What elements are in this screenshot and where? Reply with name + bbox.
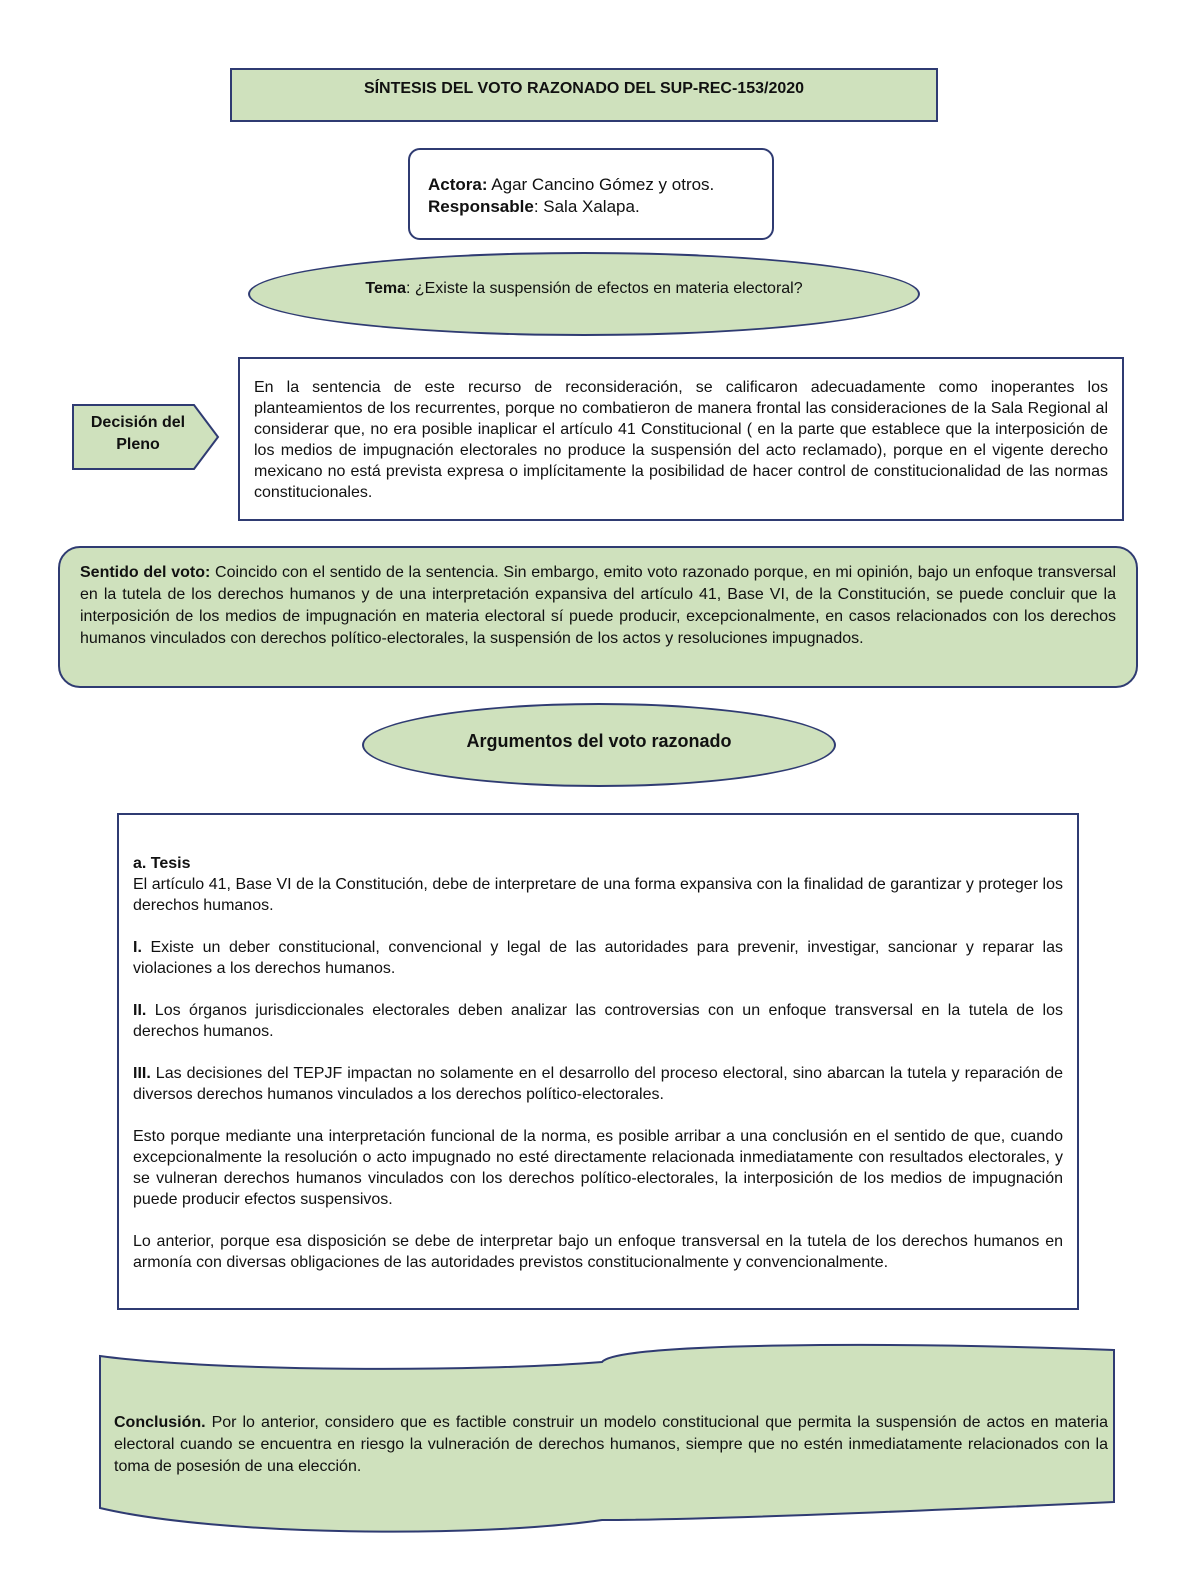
point-2-label: II.	[133, 1002, 147, 1019]
document-title: SÍNTESIS DEL VOTO RAZONADO DEL SUP-REC-153/2020	[363, 80, 805, 97]
document-title-box	[230, 68, 938, 122]
tesis-heading-text: a. Tesis	[133, 855, 191, 872]
point-1-text: Existe un deber constitucional, convencional y legal de las autoridades para prevenir, investigar, sancionar y reparar las violaciones a los derechos humanos.	[133, 939, 1063, 977]
decision-arrow	[72, 404, 220, 470]
actora-line	[428, 174, 772, 196]
topic-label: Tema	[365, 280, 406, 297]
conclusion-text-block	[114, 1412, 1108, 1478]
responsable-label: Responsable	[428, 197, 534, 216]
parties-box	[408, 148, 774, 240]
decision-text: En la sentencia de este recurso de reconsideración, se calificaron adecuadamente como inoperantes los planteamientos de los recurrentes, porque no combatieron de manera frontal las consideraciones de la Sala Regional al considerar que, no era posible inaplicar el artículo 41 Constitucional ( en la parte que establece que la interposición de los medios de impugnación electorales no produce la suspensión del acto reclamado), porque en el vigente derecho mexicano no está prevista expresa o implícitamente la posibilidad de hacer control de constitucionalidad de las normas constitucionales.	[254, 379, 1108, 501]
conclusion-label: Conclusión.	[114, 1414, 206, 1431]
actora-label: Actora:	[428, 175, 488, 194]
vote-text: Coincido con el sentido de la sentencia. Sin embargo, emito voto razonado porque, en mi opinión, bajo un enfoque transversal en la tutela de los derechos humanos y de una interpretación expansiva del artículo 41, Base VI, de la Constitución, se puede concluir que la interposición de los medios de impugnación en materia electoral sí puede producir, excepcionalmente, en casos relacionados con los derechos humanos vinculados con derechos político-electorales, la suspensión de los actos y resoluciones impugnados.	[80, 564, 1116, 647]
actora-value: Agar Cancino Gómez y otros.	[487, 175, 715, 194]
decision-box	[238, 357, 1124, 521]
decision-label-line2: Pleno	[116, 436, 160, 453]
point-2	[133, 1000, 1063, 1042]
conclusion-text: Por lo anterior, considero que es factible construir un modelo constitucional que permita la suspensión de actos en materia electoral cuando se encuentra en riesgo la vulneración de derechos humanos, siempre que no estén inmediatamente relacionados con la toma de posesión de una elección.	[114, 1414, 1108, 1475]
tesis-text: El artículo 41, Base VI de la Constitución, debe de interpretare de una forma expansiva con la finalidad de garantizar y proteger los derechos humanos.	[133, 876, 1063, 914]
argument-paragraph-1: Esto porque mediante una interpretación funcional de la norma, es posible arribar a una conclusión en el sentido de que, cuando excepcionalmente la resolución o acto impugnado no esté directamente relacionada inmediatamente con resultados electorales, y se vulneran derechos humanos vinculados con los derechos político-electorales, la interposición de los medios de impugnación puede producir efectos suspensivos.	[133, 1128, 1063, 1208]
topic-value: : ¿Existe la suspensión de efectos en materia electoral?	[405, 280, 803, 297]
decision-label	[72, 412, 204, 456]
decision-label-line1: Decisión del	[90, 414, 186, 431]
vote-label: Sentido del voto:	[80, 564, 211, 581]
responsable-value: : Sala Xalapa.	[533, 197, 640, 216]
arguments-heading: Argumentos del voto razonado	[466, 731, 732, 751]
responsable-line	[428, 196, 772, 218]
arguments-box	[117, 813, 1079, 1310]
arguments-heading-ellipse	[362, 703, 836, 787]
point-1-label: I.	[133, 939, 142, 956]
vote-box	[58, 546, 1138, 688]
point-2-text: Los órganos jurisdiccionales electorales deben analizar las controversias con un enfoque transversal en la tutela de los derechos humanos.	[133, 1002, 1063, 1040]
topic-ellipse	[248, 252, 920, 336]
conclusion-banner	[98, 1342, 1126, 1534]
point-3-label: III.	[133, 1065, 151, 1082]
tesis-heading	[133, 853, 1063, 874]
point-3-text: Las decisiones del TEPJF impactan no solamente en el desarrollo del proceso electoral, sino abarcan la tutela y reparación de diversos derechos humanos vinculados a los derechos político-electorales.	[133, 1065, 1063, 1103]
point-3	[133, 1063, 1063, 1105]
point-1	[133, 937, 1063, 979]
argument-paragraph-2: Lo anterior, porque esa disposición se debe de interpretar bajo un enfoque transversal en la tutela de los derechos humanos en armonía con diversas obligaciones de las autoridades previstos constitucionalmente y convencionalmente.	[133, 1233, 1063, 1271]
